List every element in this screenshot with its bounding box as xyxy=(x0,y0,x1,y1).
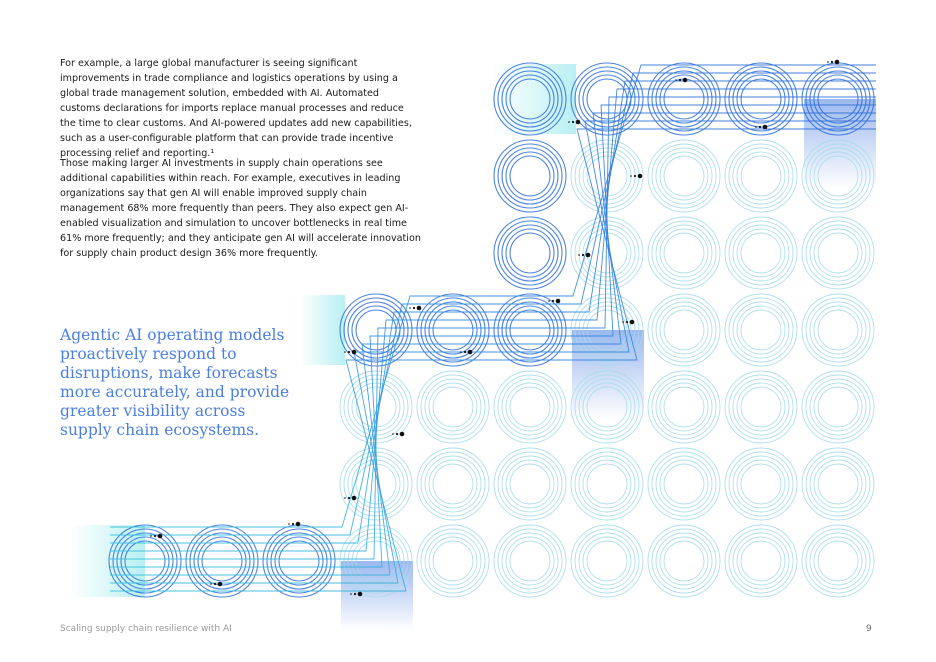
ring xyxy=(725,371,797,443)
path-dot-trail xyxy=(464,351,466,353)
ring xyxy=(737,306,785,354)
ring xyxy=(571,63,643,135)
ring xyxy=(648,217,720,289)
ring xyxy=(433,387,473,427)
ring xyxy=(429,383,477,431)
ring xyxy=(494,217,566,289)
path-line xyxy=(110,113,876,575)
ring xyxy=(494,448,566,520)
ring xyxy=(737,383,785,431)
path-dot-trail xyxy=(413,307,415,309)
ring xyxy=(814,306,862,354)
ring xyxy=(433,541,473,581)
ring xyxy=(429,306,477,354)
path-dot-trail xyxy=(755,126,757,128)
ring xyxy=(417,525,489,597)
path-dot-trail xyxy=(630,175,632,177)
path-line xyxy=(110,129,876,591)
path-line xyxy=(110,105,876,567)
ring xyxy=(494,294,566,366)
ring xyxy=(652,144,716,208)
ring xyxy=(510,233,550,273)
path-dot-trail xyxy=(292,523,294,525)
ring xyxy=(725,63,797,135)
ring xyxy=(725,525,797,597)
path-dot-trail xyxy=(348,497,350,499)
path-dot-trail xyxy=(344,497,346,499)
ring xyxy=(198,537,246,585)
path-dot xyxy=(835,60,840,65)
ring xyxy=(725,294,797,366)
ring xyxy=(421,529,485,593)
ring xyxy=(648,525,720,597)
ring xyxy=(648,63,720,135)
path-dot-trail xyxy=(552,300,554,302)
ring xyxy=(806,529,870,593)
path-dot xyxy=(218,582,223,587)
ring xyxy=(275,537,323,585)
path-dot-trail xyxy=(675,79,677,81)
ring xyxy=(417,294,489,366)
ring xyxy=(494,140,566,212)
path-line xyxy=(110,121,876,583)
ring xyxy=(506,460,554,508)
ring xyxy=(660,383,708,431)
ring xyxy=(506,229,554,277)
path-dot xyxy=(400,432,405,437)
path-line xyxy=(110,65,876,527)
ring xyxy=(498,221,562,285)
ring xyxy=(802,525,874,597)
ring xyxy=(741,387,781,427)
ring xyxy=(652,221,716,285)
ring xyxy=(725,217,797,289)
ring xyxy=(498,144,562,208)
ring xyxy=(575,452,639,516)
body-paragraph-2: Those making larger AI investments in supply chain operations see additional capabilities within reach. For example, executives in leading organizations say that gen AI will enable improved supply chain management 68% more frequently than peers. They also expect gen AI-enabled visualization and simulation to uncover bottlenecks in real time 61% more frequently; and they anticipate gen AI will accelerate innovation for supply chain product design 36% more frequently. xyxy=(60,158,421,259)
path-dot-trail xyxy=(154,535,156,537)
ring xyxy=(802,371,874,443)
ring xyxy=(729,221,793,285)
ring xyxy=(506,383,554,431)
ring xyxy=(494,525,566,597)
ring xyxy=(583,537,631,585)
ring xyxy=(725,140,797,212)
path-dot-trail xyxy=(210,583,212,585)
ring xyxy=(818,387,858,427)
ring xyxy=(186,525,258,597)
ring xyxy=(818,310,858,350)
ring xyxy=(741,310,781,350)
ring xyxy=(737,537,785,585)
ring xyxy=(729,452,793,516)
ring xyxy=(498,529,562,593)
ring xyxy=(421,452,485,516)
ring xyxy=(729,144,793,208)
ring xyxy=(660,537,708,585)
ring xyxy=(818,541,858,581)
ring xyxy=(806,221,870,285)
footer-title: Scaling supply chain resilience with AI xyxy=(60,624,232,634)
ring xyxy=(506,537,554,585)
path-dot-trail xyxy=(409,307,411,309)
path-dot xyxy=(763,125,768,130)
pull-quote: Agentic AI operating models proactively respond to disruptions, make forecasts more accurately, and provide greater visibility across supply chain ecosystems. xyxy=(60,326,290,439)
path-dot xyxy=(417,306,422,311)
ring xyxy=(510,464,550,504)
ring xyxy=(652,298,716,362)
ring xyxy=(806,452,870,516)
path-dot xyxy=(358,592,363,597)
ring xyxy=(510,387,550,427)
ring xyxy=(417,371,489,443)
path-dot-trail xyxy=(759,126,761,128)
path-dot-trail xyxy=(396,433,398,435)
ring xyxy=(587,541,627,581)
path-line xyxy=(110,73,876,535)
path-dot-trail xyxy=(150,535,152,537)
body-paragraph-1: For example, a large global manufacturer is seeing significant improvements in trade compliance and logistics operations by using a global trade management solution, embedded with AI. Automated customs declarations for imports replace manual processes and reduce the time to clear customs. And AI-powered updates add new capabilities, such as a user-configurable platform that can provide trade incentive processing relief and reporting.¹ xyxy=(60,58,412,159)
ring xyxy=(664,156,704,196)
path-dot-trail xyxy=(578,254,580,256)
ring xyxy=(737,152,785,200)
ring xyxy=(510,156,550,196)
ring xyxy=(818,464,858,504)
path-dot-trail xyxy=(827,61,829,63)
ring xyxy=(660,75,708,123)
path-dot xyxy=(638,174,643,179)
ring xyxy=(433,464,473,504)
ring xyxy=(648,294,720,366)
path-dot-trail xyxy=(572,121,574,123)
ring xyxy=(814,229,862,277)
glow-mid-left xyxy=(300,295,345,365)
path-dot-trail xyxy=(354,593,356,595)
ring xyxy=(510,541,550,581)
ring xyxy=(660,152,708,200)
path-dot-trail xyxy=(568,121,570,123)
path-dot-trail xyxy=(831,61,833,63)
path-dot-trail xyxy=(214,583,216,585)
ring xyxy=(806,375,870,439)
path-dot-trail xyxy=(460,351,462,353)
ring xyxy=(587,464,627,504)
ring xyxy=(660,306,708,354)
path-dot-trail xyxy=(348,351,350,353)
ring xyxy=(652,375,716,439)
ring xyxy=(583,460,631,508)
ring-grid xyxy=(109,63,874,597)
ring xyxy=(729,298,793,362)
ring xyxy=(429,537,477,585)
path-dot-trail xyxy=(392,433,394,435)
ring xyxy=(664,233,704,273)
ring xyxy=(737,460,785,508)
ring xyxy=(417,448,489,520)
ring xyxy=(498,452,562,516)
path-dot-trail xyxy=(288,523,290,525)
path-line xyxy=(110,81,876,543)
ring xyxy=(664,310,704,350)
ring xyxy=(660,229,708,277)
path-dot xyxy=(296,522,301,527)
ring xyxy=(571,448,643,520)
ring xyxy=(652,452,716,516)
path-line xyxy=(110,89,876,551)
path-dot-trail xyxy=(548,300,550,302)
ring xyxy=(652,529,716,593)
glow-top-left xyxy=(492,64,576,134)
ring xyxy=(587,233,627,273)
ring xyxy=(729,375,793,439)
ring xyxy=(737,229,785,277)
ring xyxy=(664,464,704,504)
page-number: 9 xyxy=(866,624,872,634)
ring xyxy=(648,448,720,520)
path-dot xyxy=(556,299,561,304)
ring xyxy=(741,233,781,273)
ring xyxy=(660,460,708,508)
path-dot xyxy=(683,78,688,83)
path-dot xyxy=(630,320,635,325)
path-dot-trail xyxy=(679,79,681,81)
path-dot-trail xyxy=(626,321,628,323)
ring xyxy=(429,460,477,508)
ring xyxy=(806,298,870,362)
ring xyxy=(506,152,554,200)
ring xyxy=(263,525,335,597)
path-dot-trail xyxy=(350,593,352,595)
path-dot-trail xyxy=(344,351,346,353)
ring xyxy=(737,75,785,123)
ring xyxy=(421,375,485,439)
ring xyxy=(340,294,412,366)
ring xyxy=(506,306,554,354)
path-dot xyxy=(352,350,357,355)
ring xyxy=(814,537,862,585)
ring xyxy=(648,371,720,443)
ring xyxy=(664,387,704,427)
path-dot xyxy=(586,253,591,258)
ring xyxy=(741,541,781,581)
path-dot xyxy=(352,496,357,501)
path-dot-trail xyxy=(634,175,636,177)
ring xyxy=(664,541,704,581)
ring xyxy=(741,156,781,196)
ring xyxy=(802,448,874,520)
ring xyxy=(725,448,797,520)
ring xyxy=(729,529,793,593)
ring xyxy=(741,464,781,504)
ring xyxy=(356,464,396,504)
ring xyxy=(648,140,720,212)
path-line xyxy=(110,97,876,559)
path-dot-trail xyxy=(582,254,584,256)
ring xyxy=(575,529,639,593)
ring xyxy=(814,383,862,431)
ring xyxy=(802,217,874,289)
ring xyxy=(571,525,643,597)
ring xyxy=(498,375,562,439)
path-dot xyxy=(576,120,581,125)
ring xyxy=(494,371,566,443)
ring xyxy=(818,233,858,273)
path-dot-trail xyxy=(622,321,624,323)
path-dot xyxy=(158,534,163,539)
ring xyxy=(814,460,862,508)
ring xyxy=(802,294,874,366)
path-dot xyxy=(468,350,473,355)
